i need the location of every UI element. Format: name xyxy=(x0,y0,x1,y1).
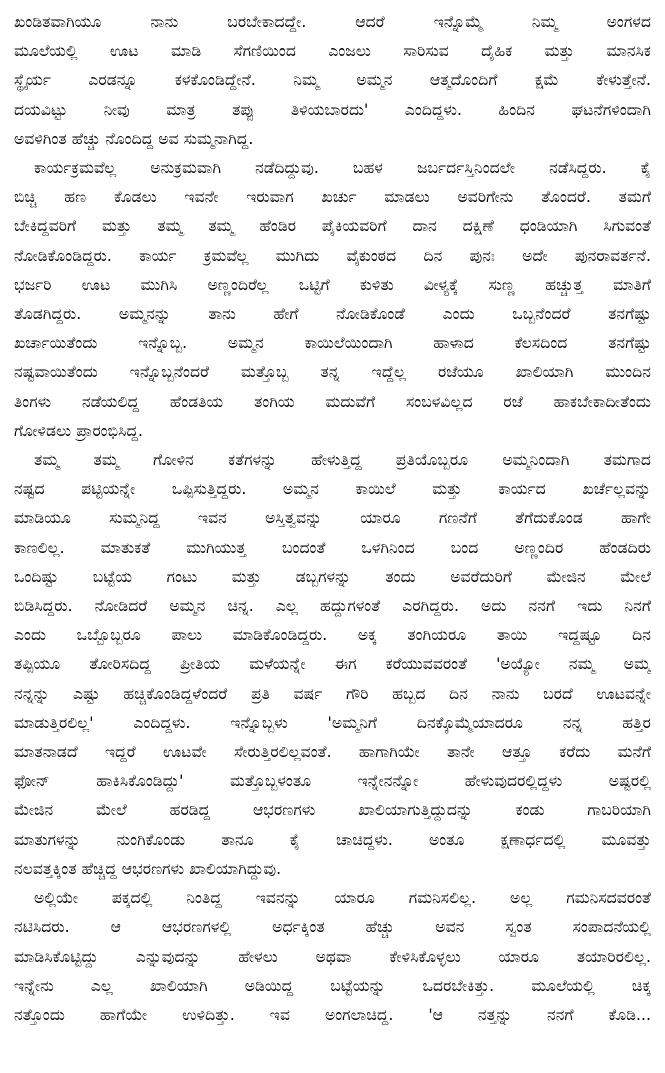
text-line: ಖಂಡಿತವಾಗಿಯೂ ನಾನು ಬರಬೇಕಾದದ್ದೇ. ಆದರೆ ಇನ್ನೊಮ್ಮೆ ನಿಮ್ಮ ಅಂಗಳದ xyxy=(14,13,651,31)
text-line: ಅಲ್ಲಿಯೇ ಪಕ್ಕದಲ್ಲಿ ನಿಂತಿದ್ದ ಇವನನ್ನು ಯಾರೂ ಗಮನಿಸಲಿಲ್ಲ. ಅಲ್ಲ ಗಮನಿಸದವರಂತೆ xyxy=(34,889,651,908)
text-line: ತಪ್ಪಿಯೂ ತೋರಿಸದಿದ್ದ ಪ್ರೀತಿಯ ಮಳೆಯನ್ನೇ ಈಗ ಕರೆಯುವವರಂತೆ 'ಅಯ್ಯೋ ನಮ್ಮ ಅಮ್ಮ xyxy=(14,655,651,674)
text-line: ನೋಡಿಕೊಂಡಿದ್ದರು. ಕಾರ್ಯ ಕ್ರಮವೆಲ್ಲ ಮುಗಿದು ವೈಕುಂಠದ ದಿನ ಪುನಃ ಅದೇ ಪುನರಾವರ್ತನೆ. xyxy=(14,246,651,265)
text-line: ಸ್ಥೈರ್ಯ ಎರಡನ್ನೂ ಕಳಕೊಂಡಿದ್ದೇನೆ. ನಿಮ್ಮ ಅಮ್ಮನ ಆತ್ಮದೊಂದಿಗೆ ಕ್ಷಮೆ ಕೇಳುತ್ತೇನೆ. xyxy=(14,71,651,90)
text-line: ನನ್ನನ್ನು ಎಷ್ಟು ಹಚ್ಚಿಕೊಂಡಿದ್ದಳೆಂದರೆ ಪ್ರತಿ ವರ್ಷ ಗೌರಿ ಹಬ್ಬದ ದಿನ ನಾನು ಬರದೆ ಊಟವನ್ನೇ xyxy=(14,684,651,703)
text-line: ಖರ್ಚಾಯಿತೆಂದು ಇನ್ನೊಬ್ಬ. ಅಮ್ಮನ ಕಾಯಿಲೆಯಿಂದಾಗಿ ಹಾಳಾದ ಕೆಲಸದಿಂದ ತನಗೆಷ್ಟು xyxy=(14,334,651,353)
text-line: ನಲವತ್ತಕ್ಕಿಂತ ಹೆಚ್ಚಿದ್ದ ಆಭರಣಗಳು ಖಾಲಿಯಾಗಿದ್ದುವು. xyxy=(14,859,282,878)
text-line: ಕಾರ್ಯಕ್ರಮವೆಲ್ಲ ಅನುಕ್ರಮವಾಗಿ ನಡೆದಿದ್ದುವು. ಬಹಳ ಜರ್ಬರ್ದಸ್ತಿನಿಂದಲೇ ನಡೆಸಿದ್ದರು. ಕೈ xyxy=(34,159,651,178)
paragraph-2 xyxy=(14,154,651,446)
text-line: ನತ್ತೊಂದು ಹಾಗೆಯೇ ಉಳಿದಿತ್ತು. ಇವ ಅಂಗಲಾಚಿದ್ದ. 'ಆ ನತ್ತನ್ನು ನನಗೆ ಕೊಡಿ... xyxy=(14,1005,651,1024)
text-line: ಬೇಕಿದ್ದವರಿಗೆ ಮತ್ತು ತಮ್ಮ ತಮ್ಮ ಹೆಂಡಿರ ಪೈಕಿಯವರಿಗೆ ದಾನ ದಕ್ಷಿಣೆ ಧಂಡಿಯಾಗಿ ಸಿಗುವಂತೆ xyxy=(14,217,651,236)
text-line: ನಟಿಸಿದರು. ಆ ಆಭರಣಗಳಲ್ಲಿ ಅರ್ಧಕ್ಕಿಂತ ಹೆಚ್ಚು ಅವನ ಸ್ವಂತ ಸಂಪಾದನೆಯಲ್ಲಿ xyxy=(14,918,651,937)
text-line: ತಿಂಗಳು ನಡೆಯಲಿದ್ದ ಹೆಂಡತಿಯ ತಂಗಿಯ ಮದುವೆಗೆ ಸಂಬಳವಿಲ್ಲದ ರಜೆ ಹಾಕಬೇಕಾದೀತೆಂದು xyxy=(14,392,651,411)
text-line: ನಷ್ಟದ ಪಟ್ಟಿಯನ್ನೇ ಒಪ್ಪಿಸುತ್ತಿದ್ದರು. ಅಮ್ಮನ ಕಾಯಿಲೆ ಮತ್ತು ಕಾರ್ಯದ ಖರ್ಚೆಲ್ಲವನ್ನು xyxy=(14,480,651,499)
text-line: ಅವಳಿಗಿಂತ ಹೆಚ್ಚು ನೊಂದಿದ್ದ ಅವ ಸುಮ್ಮನಾಗಿದ್ದ. xyxy=(14,129,254,148)
text-line: ತೊಡಗಿದ್ದರು. ಅಮ್ಮನನ್ನು ತಾನು ಹೇಗೆ ನೋಡಿಕೊಂಡೆ ಎಂದು ಒಬ್ಬನೆಂದರೆ ತನಗೆಷ್ಟು xyxy=(14,305,651,324)
text-line: ಮಾಡಿಯೂ ಸುಮ್ಮನಿದ್ದ ಇವನ ಅಸ್ತಿತ್ವವನ್ನು ಯಾರೂ ಗಣನೆಗೆ ತೆಗೆದುಕೊಂಡ ಹಾಗೇ xyxy=(14,509,651,528)
text-line: ಫೋನ್ ಹಾಕಿಸಿಕೊಂಡಿದ್ದು' ಮತ್ತೊಬ್ಬಳಂತೂ ಇನ್ನೇನನ್ನೋ ಹೇಳುವುದರಲ್ಲಿದ್ದಳು ಅಷ್ಟರಲ್ಲಿ xyxy=(14,772,651,791)
text-line: ದಯವಿಟ್ಟು ನೀವು ಮಾತ್ರ ತಪ್ಪು ತಿಳಿಯಬಾರದು' ಎಂದಿದ್ದಳು. ಹಿಂದಿನ ಘಟನೆಗಳಿಂದಾಗಿ xyxy=(14,100,651,119)
text-line: ಮಾಡುತ್ತಿರಲಿಲ್ಲ' ಎಂದಿದ್ದಳು. ಇನ್ನೊಬ್ಬಳು 'ಅಮ್ಮನಿಗೆ ದಿನಕ್ಕೊಮ್ಮೆಯಾದರೂ ನನ್ನ ಹತ್ತಿರ xyxy=(14,713,651,732)
paragraph-1 xyxy=(14,8,651,154)
text-line: ಕಾಣಲಿಲ್ಲ. ಮಾತುಕತೆ ಮುಗಿಯುತ್ತ ಬಂದಂತೆ ಒಳಗಿನಿಂದ ಬಂದ ಅಣ್ಣಂದಿರ ಹೆಂಡದಿರು xyxy=(14,538,651,557)
paragraph-3 xyxy=(14,446,651,884)
paragraph-4 xyxy=(14,884,651,1030)
text-line: ಮಾಡಿಸಿಕೊಟ್ಟಿದ್ದು ಎನ್ನುವುದನ್ನು ಹೇಳಲು ಅಥವಾ ಕೇಳಿಸಿಕೊಳ್ಳಲು ಯಾರೂ ತಯಾರಿರಲಿಲ್ಲ. xyxy=(14,947,651,966)
text-line: ಒಂದಿಷ್ಟು ಬಟ್ಟೆಯ ಗಂಟು ಮತ್ತು ಡಬ್ಬಗಳನ್ನು ತಂದು ಅವರೆದುರಿಗೆ ಮೇಜಿನ ಮೇಲೆ xyxy=(14,567,651,586)
text-line: ನಷ್ಟವಾಯಿತೆಂದು ಇನ್ನೊಬ್ಬನೆಂದರೆ ಮತ್ತೊಬ್ಬ ತನ್ನ ಇದ್ದೆಲ್ಲ ರಜೆಯೂ ಖಾಲಿಯಾಗಿ ಮುಂದಿನ xyxy=(14,363,651,382)
text-line: ಮಾತುಗಳನ್ನು ನುಂಗಿಕೊಂಡು ತಾನೂ ಕೈ ಚಾಚಿದ್ದಳು. ಅಂತೂ ಕ್ಷಣಾರ್ಧದಲ್ಲಿ ಮೂವತ್ತು xyxy=(14,830,651,849)
text-line: ಮೇಜಿನ ಮೇಲೆ ಹರಡಿದ್ದ ಆಭರಣಗಳು ಖಾಲಿಯಾಗುತ್ತಿದ್ದುದನ್ನು ಕಂಡು ಗಾಬರಿಯಾಗಿ xyxy=(14,801,651,820)
text-line: ಭರ್ಜರಿ ಊಟ ಮುಗಿಸಿ ಅಣ್ಣಂದಿರೆಲ್ಲ ಒಟ್ಟಿಗೆ ಕುಳಿತು ವೀಳ್ಯಕ್ಕೆ ಸುಣ್ಣ ಹಚ್ಚುತ್ತ ಮಾತಿಗೆ xyxy=(14,275,651,294)
text-line: ಎಂದು ಒಬ್ಬೊಬ್ಬರೂ ಪಾಲು ಮಾಡಿಕೊಂಡಿದ್ದರು. ಅಕ್ಕ ತಂಗಿಯರೂ ತಾಯಿ ಇದ್ದಷ್ಟೂ ದಿನ xyxy=(14,626,651,645)
text-line: ಗೋಳಿಡಲು ಪ್ರಾರಂಭಿಸಿದ್ದ. xyxy=(14,421,144,440)
text-line: ಇನ್ನೇನು ಎಲ್ಲ ಖಾಲಿಯಾಗಿ ಅಡಿಯಿದ್ದ ಬಟ್ಟೆಯನ್ನು ಒದರಬೇಕಿತ್ತು. ಮೂಲೆಯಲ್ಲಿ ಚಿಕ್ಕ xyxy=(14,976,651,995)
text-line: ತಮ್ಮ ತಮ್ಮ ಗೋಳಿನ ಕತೆಗಳನ್ನು ಹೇಳುತ್ತಿದ್ದ ಪ್ರತಿಯೊಬ್ಬರೂ ಅಮ್ಮನಿಂದಾಗಿ ತಮಗಾದ xyxy=(34,451,651,470)
text-line: ಬಿಡಿಸಿದ್ದರು. ನೋಡಿದರೆ ಅಮ್ಮನ ಚಿನ್ನ. ಎಲ್ಲ ಹದ್ದುಗಳಂತೆ ಎರಗಿದ್ದರು. ಅದು ನನಗೆ ಇದು ನಿನಗೆ xyxy=(14,597,651,616)
text-line: ಬಿಚ್ಚಿ ಹಣ ಕೊಡಲು ಇವನೇ ಇರುವಾಗ ಖರ್ಚು ಮಾಡಲು ಅವರಿಗೇನು ತೊಂದರೆ. ತಮಗೆ xyxy=(14,188,651,207)
text-line: ಮಾತನಾಡದೆ ಇದ್ದರೆ ಊಟವೇ ಸೇರುತ್ತಿರಲಿಲ್ಲವಂತೆ. ಹಾಗಾಗಿಯೇ ತಾನೇ ಆತ್ತೂ ಕರೆದು ಮನೆಗೆ xyxy=(14,743,651,762)
text-line: ಮೂಲೆಯಲ್ಲಿ ಊಟ ಮಾಡಿ ಸೆಗಣಿಯಿಂದ ಎಂಜಲು ಸಾರಿಸುವ ದೈಹಿಕ ಮತ್ತು ಮಾನಸಿಕ xyxy=(14,42,651,61)
